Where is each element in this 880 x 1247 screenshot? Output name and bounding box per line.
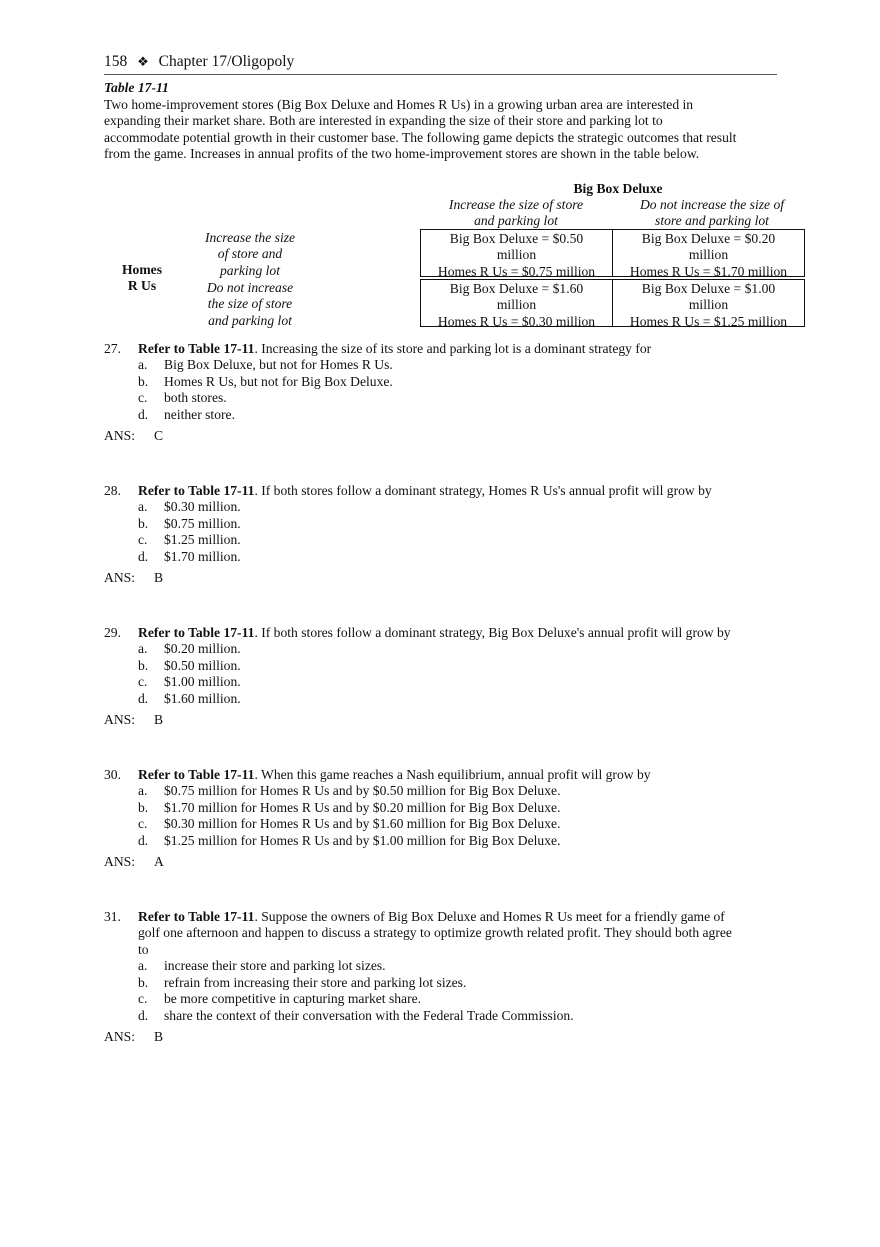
option-c xyxy=(138,816,777,833)
question-29 xyxy=(104,625,777,729)
option-a xyxy=(138,641,777,658)
table-reference: Refer to Table 17-11 xyxy=(138,340,255,356)
option-letter: d. xyxy=(138,1007,149,1023)
cell-line: Big Box Deluxe = $1.00 xyxy=(641,280,776,296)
option-letter: b. xyxy=(138,373,149,389)
option-b xyxy=(138,658,777,675)
question-stem xyxy=(138,483,777,500)
stem-line xyxy=(138,625,777,642)
intro-line: expanding their market share. Both are interested in expanding the size of their store and parking lot to xyxy=(104,113,663,128)
option-c xyxy=(138,390,777,407)
answer-label: ANS: xyxy=(104,854,135,869)
option-text: $1.25 million for Homes R Us and by $1.00 million for Big Box Deluxe. xyxy=(164,832,561,848)
option-text: neither store. xyxy=(164,406,235,422)
column-player-label: Big Box Deluxe xyxy=(573,180,663,196)
payoff-cell-noincrease-noincrease xyxy=(612,279,805,327)
option-b xyxy=(138,374,777,391)
option-text: share the context of their conversation with the Federal Trade Commission. xyxy=(164,1007,574,1023)
option-letter: c. xyxy=(138,816,148,831)
option-text: Homes R Us, but not for Big Box Deluxe. xyxy=(164,373,393,389)
option-a xyxy=(138,357,777,374)
option-d xyxy=(138,407,777,424)
payoff-cell-increase-noincrease xyxy=(612,229,805,277)
diamond-separator-icon: ❖ xyxy=(137,55,149,70)
answer-value: B xyxy=(154,712,164,727)
answer-line xyxy=(104,428,777,445)
option-a xyxy=(138,499,777,516)
column-strategy-no-increase xyxy=(614,197,810,230)
stem-line xyxy=(138,483,777,500)
intro-line: Two home-improvement stores (Big Box Deluxe and Homes R Us) in a growing urban area are interested in xyxy=(104,96,694,112)
option-text: $0.30 million. xyxy=(164,499,241,514)
option-b xyxy=(138,516,777,533)
document-page xyxy=(104,52,788,1046)
column-strategy-line: and parking lot xyxy=(474,213,558,228)
stem-text: . If both stores follow a dominant strategy, Homes R Us's annual profit will grow by xyxy=(254,482,712,498)
option-letter: b. xyxy=(138,974,149,990)
option-c xyxy=(138,532,777,549)
row-player-label xyxy=(104,262,180,295)
option-text: be more competitive in capturing market share. xyxy=(164,991,422,1006)
option-letter: d. xyxy=(138,548,149,564)
row-strategy-line: of store and xyxy=(217,246,283,261)
column-strategy-line: Do not increase the size of xyxy=(639,196,785,212)
payoff-matrix xyxy=(104,180,788,331)
option-a xyxy=(138,783,777,800)
option-text: increase their store and parking lot sizes. xyxy=(164,958,386,973)
table-reference: Refer to Table 17-11 xyxy=(138,482,255,498)
cell-line: million xyxy=(496,247,537,262)
option-d xyxy=(138,1008,777,1025)
option-letter: d. xyxy=(138,406,149,422)
table-reference: Refer to Table 17-11 xyxy=(138,766,255,782)
column-strategy-increase xyxy=(418,197,614,230)
option-text: Big Box Deluxe, but not for Homes R Us. xyxy=(164,357,393,372)
answer-label: ANS: xyxy=(104,428,135,443)
answer-line xyxy=(104,570,777,587)
question-28 xyxy=(104,483,777,587)
payoff-cell-noincrease-increase xyxy=(420,279,613,327)
option-d xyxy=(138,833,777,850)
option-text: $1.60 million. xyxy=(164,690,241,706)
option-text: both stores. xyxy=(164,390,227,405)
question-number: 31. xyxy=(104,908,121,924)
question-30 xyxy=(104,767,777,871)
question-stem xyxy=(138,909,777,959)
answer-label: ANS: xyxy=(104,712,135,727)
stem-text: . Suppose the owners of Big Box Deluxe and Homes R Us meet for a friendly game of xyxy=(254,908,725,924)
option-b xyxy=(138,800,777,817)
option-text: $0.75 million. xyxy=(164,515,241,531)
option-letter: b. xyxy=(138,657,149,673)
question-27 xyxy=(104,341,777,445)
row-strategy-line: Increase the size xyxy=(204,229,296,245)
chapter-title: Chapter 17/Oligopoly xyxy=(158,53,295,70)
option-letter: c. xyxy=(138,991,148,1006)
option-letter: c. xyxy=(138,390,148,405)
row-strategy-increase xyxy=(190,230,310,280)
cell-line: million xyxy=(496,297,537,312)
option-c xyxy=(138,991,777,1008)
option-a xyxy=(138,958,777,975)
stem-text: . Increasing the size of its store and parking lot is a dominant strategy for xyxy=(254,340,652,356)
option-text: refrain from increasing their store and parking lot sizes. xyxy=(164,974,467,990)
running-header xyxy=(104,52,777,75)
option-letter: c. xyxy=(138,532,148,547)
option-text: $0.50 million. xyxy=(164,657,241,673)
question-number: 27. xyxy=(104,340,121,356)
table-caption: Table 17-11 xyxy=(104,80,169,95)
option-letter: c. xyxy=(138,674,148,689)
row-strategy-line: the size of store xyxy=(207,296,293,311)
row-strategy-no-increase xyxy=(190,280,310,330)
cell-line: Homes R Us = $0.75 million xyxy=(437,263,596,279)
question-number: 28. xyxy=(104,482,121,498)
answer-line xyxy=(104,712,777,729)
option-text: $1.70 million. xyxy=(164,548,241,564)
cell-line: Homes R Us = $1.25 million xyxy=(629,313,788,329)
answer-label: ANS: xyxy=(104,570,135,585)
option-letter: b. xyxy=(138,515,149,531)
option-text: $1.25 million. xyxy=(164,532,241,547)
row-strategy-line: parking lot xyxy=(219,262,281,278)
answer-value: B xyxy=(154,570,164,585)
option-text: $1.70 million for Homes R Us and by $0.20 million for Big Box Deluxe. xyxy=(164,799,561,815)
question-31 xyxy=(104,909,777,1046)
row-strategy-line: and parking lot xyxy=(208,312,292,328)
cell-line: Homes R Us = $0.30 million xyxy=(437,313,596,329)
row-player-line: R Us xyxy=(127,278,157,293)
table-reference: Refer to Table 17-11 xyxy=(138,624,255,640)
payoff-cell-increase-increase xyxy=(420,229,613,277)
answer-value: C xyxy=(154,428,164,443)
question-number: 30. xyxy=(104,766,121,782)
stem-line: to xyxy=(138,941,149,957)
option-text: $1.00 million. xyxy=(164,674,241,689)
question-stem xyxy=(138,625,777,642)
table-intro xyxy=(104,97,777,163)
answer-value: A xyxy=(154,854,164,869)
cell-line: Big Box Deluxe = $0.20 xyxy=(641,230,776,246)
option-d xyxy=(138,549,777,566)
option-letter: a. xyxy=(138,958,148,973)
question-stem xyxy=(138,767,777,784)
option-c xyxy=(138,674,777,691)
column-strategy-line: Increase the size of store xyxy=(448,196,584,212)
cell-line: Big Box Deluxe = $0.50 xyxy=(449,230,584,246)
stem-line xyxy=(138,767,777,784)
option-d xyxy=(138,691,777,708)
option-letter: a. xyxy=(138,357,148,372)
option-letter: a. xyxy=(138,499,148,514)
option-letter: d. xyxy=(138,690,149,706)
page-number: 158 xyxy=(104,53,128,70)
column-strategy-line: store and parking lot xyxy=(655,213,769,228)
stem-text: . When this game reaches a Nash equilibrium, annual profit will grow by xyxy=(254,766,651,782)
option-text: $0.75 million for Homes R Us and by $0.50 million for Big Box Deluxe. xyxy=(164,783,561,798)
cell-line: million xyxy=(688,297,729,312)
cell-line: Homes R Us = $1.70 million xyxy=(629,263,788,279)
answer-label: ANS: xyxy=(104,1029,135,1044)
option-letter: a. xyxy=(138,783,148,798)
stem-text: . If both stores follow a dominant strategy, Big Box Deluxe's annual profit will grow by xyxy=(254,624,731,640)
answer-line xyxy=(104,1029,777,1046)
option-letter: b. xyxy=(138,799,149,815)
option-letter: a. xyxy=(138,641,148,656)
stem-line xyxy=(138,341,777,358)
intro-line: from the game. Increases in annual profits of the two home-improvement stores are shown in the table below. xyxy=(104,146,700,161)
option-b xyxy=(138,975,777,992)
row-player-line: Homes xyxy=(121,261,163,277)
question-stem xyxy=(138,341,777,358)
answer-line xyxy=(104,854,777,871)
stem-line xyxy=(138,909,777,926)
row-strategy-line: Do not increase xyxy=(206,279,294,295)
option-letter: d. xyxy=(138,832,149,848)
stem-line: golf one afternoon and happen to discuss a strategy to optimize growth related profit. They should both agree xyxy=(138,925,732,940)
intro-line: accommodate potential growth in their customer base. The following game depicts the strategic outcomes that result xyxy=(104,129,737,145)
option-text: $0.20 million. xyxy=(164,641,241,656)
answer-value: B xyxy=(154,1029,164,1044)
question-number: 29. xyxy=(104,624,121,640)
option-text: $0.30 million for Homes R Us and by $1.60 million for Big Box Deluxe. xyxy=(164,816,561,831)
cell-line: Big Box Deluxe = $1.60 xyxy=(449,280,584,296)
cell-line: million xyxy=(688,247,729,262)
table-reference: Refer to Table 17-11 xyxy=(138,908,255,924)
